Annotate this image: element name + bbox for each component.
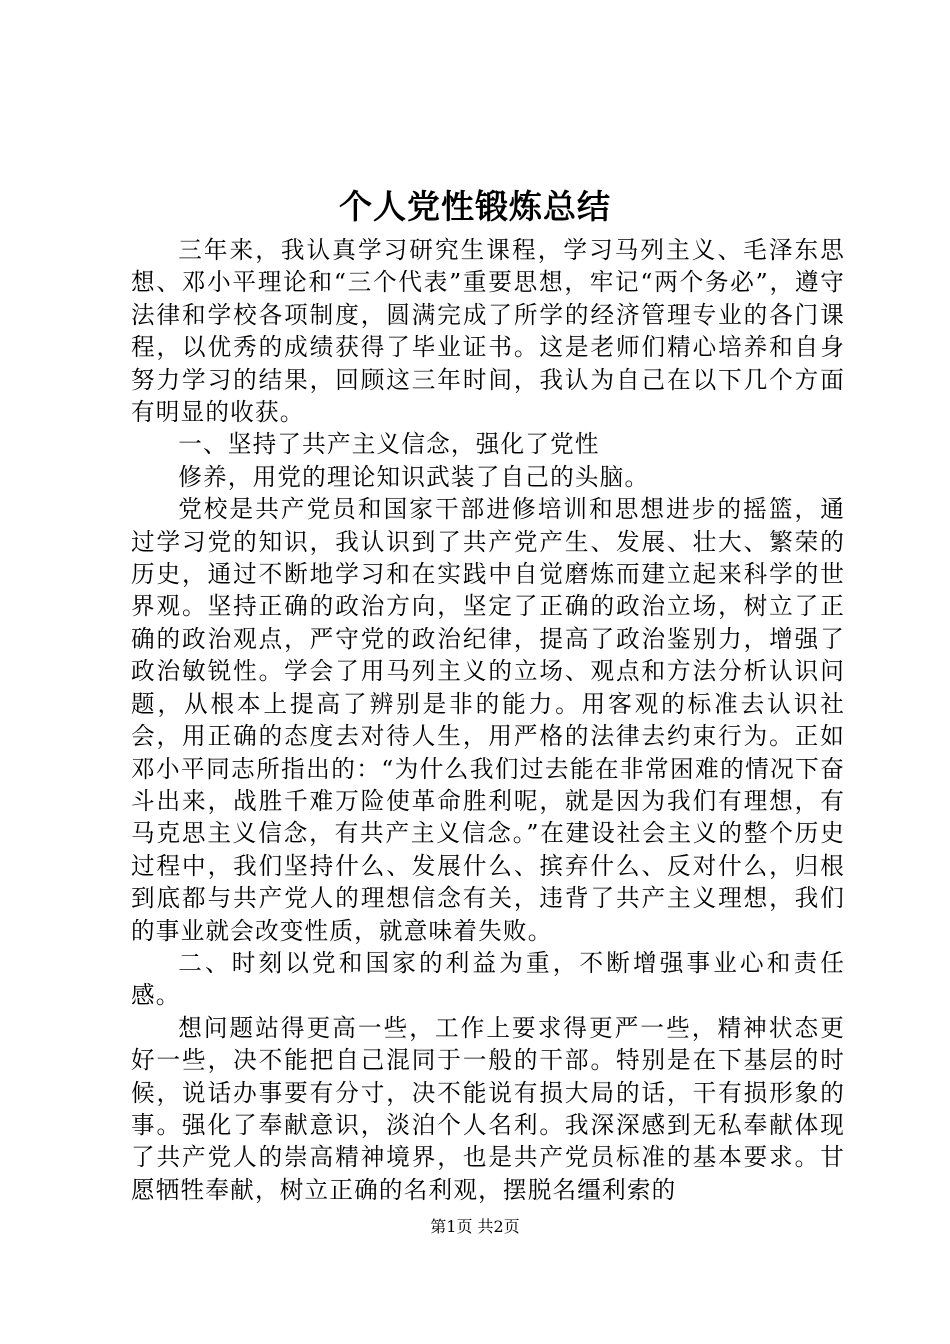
document-title: 个人党性锻炼总结 — [339, 187, 611, 226]
paragraph-section-1: 党校是共产党员和国家干部进修培训和思想进步的摇篮，通过学习党的知识，我认识到了共产党产生、发展、壮大、繁荣的历史，通过不断地学习和在实践中自觉磨炼而建立起来科学的世界观。坚持正确的政治方向，坚定了正确的政治立场，树立了正确的政治观点，严守党的政治纪律，提高了政治鉴别力，增强了政治敏锐性。学会了用马列主义的立场、观点和方法分析认识问题，从根本上提高了辨别是非的能力。用客观的标准去认识社会，用正确的态度去对待人生，用严格的法律去约束行为。正如邓小平同志所指出的：“为什么我们过去能在非常困难的情况下奋斗出来，战胜千难万险使革命胜利呢，就是因为我们有理想，有马克思主义信念，有共产主义信念。”在建设社会主义的整个历史过程中，我们坚持什么、发展什么、摈弃什么、反对什么，归根到底都与共产党人的理想信念有关，违背了共产主义理想，我们的事业就会改变性质，就意味着失败。 — [131, 495, 845, 945]
section-heading-1: 一、坚持了共产主义信念，强化了党性 — [178, 430, 600, 459]
page-number-footer: 第1页 共2页 — [430, 1217, 520, 1236]
section-heading-2: 二、时刻以党和国家的利益为重，不断增强事业心和责任感。 — [131, 948, 845, 1010]
section-heading-1-continued: 修养，用党的理论知识武装了自己的头脑。 — [178, 462, 650, 491]
document-body — [131, 234, 845, 1206]
paragraph-section-2: 想问题站得更高一些，工作上要求得更严一些，精神状态更好一些，决不能把自己混同于一般的干部。特别是在下基层的时候，说话办事要有分寸，决不能说有损大局的话，干有损形象的事。强化了奉献意识，淡泊个人名利。我深深感到无私奉献体现了共产党人的崇高精神境界，也是共产党员标准的基本要求。甘愿牺牲奉献，树立正确的名利观，摆脱名缰利索的 — [131, 1013, 845, 1204]
paragraph-intro: 三年来，我认真学习研究生课程，学习马列主义、毛泽东思想、邓小平理论和“三个代表”重要思想，牢记“两个务必”，遵守法律和学校各项制度，圆满完成了所学的经济管理专业的各门课程，以优秀的成绩获得了毕业证书。这是老师们精心培养和自身努力学习的结果，回顾这三年时间，我认为自己在以下几个方面有明显的收获。 — [131, 236, 845, 427]
